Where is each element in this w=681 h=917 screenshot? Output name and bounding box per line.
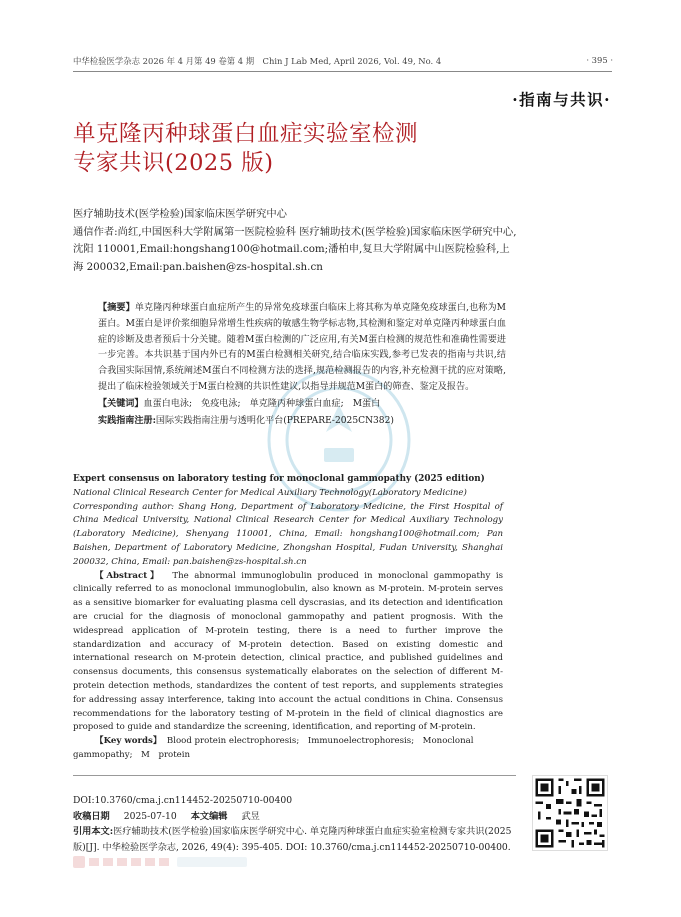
- english-abstract-block: [73, 473, 503, 763]
- header-rule: [73, 71, 612, 72]
- received-date: 2025-07-10: [123, 810, 177, 822]
- en-title: Expert consensus on laboratory testing for monoclonal gammopathy (2025 edition): [73, 474, 485, 484]
- citation-text: 医疗辅助技术(医学检验)国家临床医学研究中心. 单克隆丙种球蛋白血症实验室检测专家共识(2025版)[J]. 中华检验医学杂志, 2026, 49(4): 395-405. DOI: 10.3760/cma.j.cn114452-20250710-00400.: [73, 826, 512, 853]
- en-affiliation: National Clinical Research Center for Medical Auxiliary Technology(Laboratory Medicine): [73, 487, 467, 498]
- chinese-abstract: [98, 300, 506, 429]
- cn-keywords-label: 【关键词】: [98, 397, 144, 409]
- cn-abstract-label: 【摘要】: [98, 302, 135, 313]
- qr-code-icon[interactable]: [532, 775, 608, 851]
- received-line: [73, 809, 523, 825]
- cn-keywords-text: 血蛋白电泳; 免疫电泳; 单克隆丙种球蛋白血症; M蛋白: [143, 398, 381, 409]
- citation-label: 引用本文:: [73, 826, 114, 838]
- page-number: · 395 ·: [586, 55, 613, 65]
- corresponding-author: 通信作者:尚红,中国医科大学附属第一医院检验科 医疗辅助技术(医学检验)国家临床医学研究中心,沈阳 110001,Email:hongshang100@hotmail.com;潘柏申,复旦大学附属中山医院检验科,上海 200032,Email:pan.baishen@zs-hospital.sh.cn: [73, 225, 517, 273]
- doi[interactable]: DOI:10.3760/cma.j.cn114452-20250710-00400: [73, 795, 293, 806]
- en-correspondence: Corresponding author: Shang Hong, Department of Laboratory Medicine, the First Hospital of China Medical University, National Clinical Research Center for Medical Auxiliary Technology (Laboratory Medicine), Shenyang 110001, China, Email: hongshang100@hotmail.com; Pan Baishen, Department of Laboratory Medicine, Zhongshan Hospital, Fudan University, Shanghai 200032, China, Email: pan.baishen@zs-hospital.sh.cn: [73, 501, 503, 567]
- article-title-line1: 单克隆丙种球蛋白血症实验室检测: [73, 121, 419, 147]
- section-tag: ·指南与共识·: [512, 90, 611, 109]
- en-keywords-text: Blood protein electrophoresis; Immunoelectrophoresis; Monoclonal gammopathy; M protein: [73, 736, 474, 760]
- editor-name: 武昱: [241, 810, 260, 822]
- footer-separator: [73, 775, 516, 776]
- author-organization: 医疗辅助技术(医学检验)国家临床医学研究中心: [73, 208, 287, 220]
- en-abstract-text: The abnormal immunoglobulin produced in monoclonal gammopathy is clinically referred to as monoclonal immunoglobulin, also known as M-protein. M-protein serves as a sensitive biomarker for evaluating plasma cell dyscrasias, and its detection and identification are crucial for the diagnosis of monoclonal gammopathy and patient prognosis. With the widespread application of M-protein testing, there is a need to further improve the standardization and accuracy of M-protein detection. Based on existing domestic and international research on M-protein detection, clinical practice, and published guidelines and consensus documents, this consensus systematically elaborates on the selection of different M-protein detection methods, standardizes the content of test reports, and supplements strategies for addressing assay interference, taking into account the actual conditions in China. Consensus recommendations for the laboratory testing of M-protein in the field of clinical diagnostics are proposed to guide and standardize the screening, identification, and reporting of M-protein.: [73, 570, 503, 733]
- cn-registration: [98, 413, 506, 430]
- en-abstract: [73, 570, 503, 736]
- en-keywords: [73, 735, 503, 763]
- running-header-journal: 中华检验医学杂志 2026 年 4 月第 49 卷第 4 期 Chin J Lab Med, April 2026, Vol. 49, No. 4: [73, 56, 442, 66]
- received-label: 收稿日期: [73, 810, 110, 822]
- author-block: [73, 206, 518, 276]
- en-keywords-label: 【Key words】: [95, 736, 162, 747]
- editor-label: 本文编辑: [190, 810, 228, 822]
- en-abstract-label: 【Abstract】: [95, 570, 162, 581]
- article-title: [73, 120, 418, 178]
- cn-registration-label: 实践指南注册:: [98, 414, 156, 426]
- cn-abstract-text: 单克隆丙种球蛋白血症所产生的异常免疫球蛋白临床上将其称为单克隆免疫球蛋白,也称为M蛋白。M蛋白是评价浆细胞异常增生性疾病的敏感生物学标志物,其检测和鉴定对单克隆丙种球蛋白血症的诊断及患者预后十分关键。随着M蛋白检测的广泛应用,有关M蛋白检测的规范性和准确性需要进一步完善。本共识基于国内外已有的M蛋白检测相关研究,结合临床实践,参考已发表的指南与共识,结合我国实际国情,系统阐述M蛋白不同检测方法的选择,规范检测报告的内容,补充检测干扰的应对策略,提出了临床检验领域关于M蛋白检测的共识性建议,以指导并规范M蛋白的筛查、鉴定及报告。: [98, 303, 506, 392]
- article-title-line2: 专家共识(2025 版): [73, 150, 274, 176]
- cn-keywords: [98, 396, 506, 413]
- cn-abstract-paragraph: [98, 300, 506, 396]
- citation: [73, 824, 523, 855]
- cn-registration-text: 国际实践指南注册与透明化平台(PREPARE-2025CN382): [155, 415, 394, 426]
- article-meta: [73, 793, 523, 855]
- publisher-watermark-icon: [73, 852, 253, 872]
